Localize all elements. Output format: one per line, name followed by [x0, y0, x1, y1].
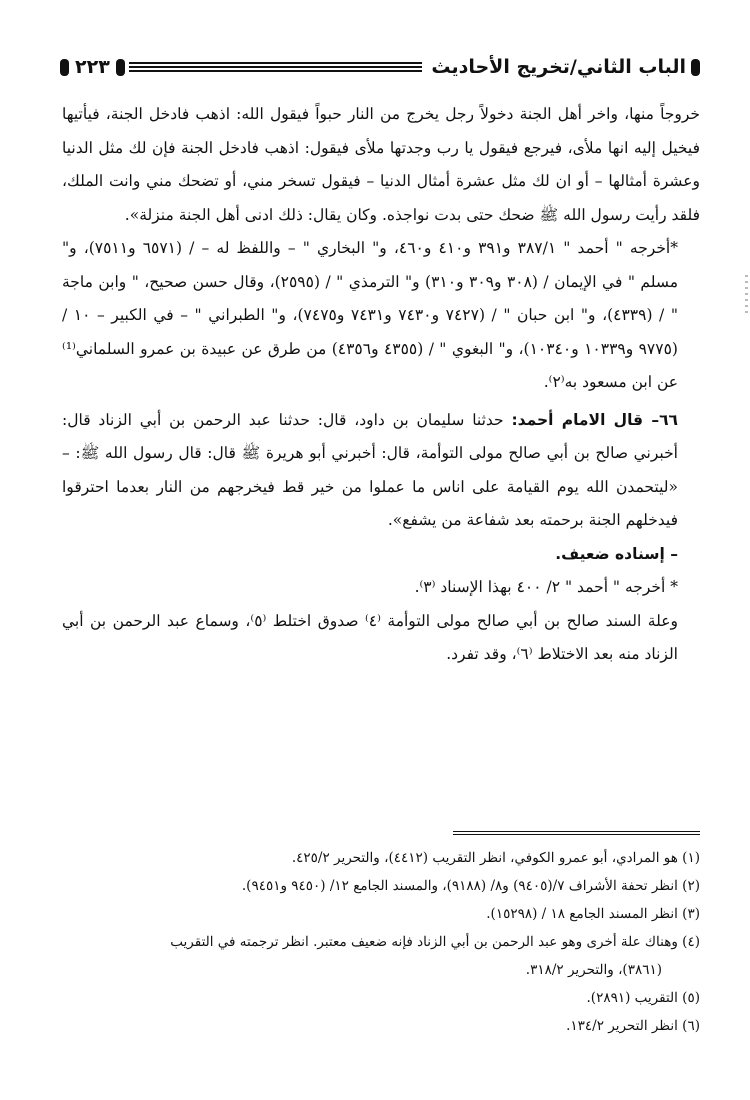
header-ornament-middle [116, 59, 125, 76]
header-ornament-right [691, 59, 700, 76]
header-ornament-left [60, 59, 69, 76]
hadith-66-heading: ٦٦– قال الامام أحمد: [511, 410, 679, 429]
running-header [60, 50, 700, 84]
hadith-65-ending: خروجاً منها، واخر أهل الجنة دخولاً رجل يخرج من النار حبواً فيقول الله: اذهب فادخل الجنة، فيأتيها فيخيل إليه انها ملأى، فيرجع فيقول يا رب وجدتها ملأى فيقول: اذهب فادخل الجنة فإن لك مثل الدنيا وعشرة أمثالها – أو ان لك مثل عشرة أمثال الدنيا – فيقول تسخر مني، أو تضحك مني وانت الملك، فلقد رأيت رسول الله ﷺ ضحك حتى بدت نواجذه. وكان يقال: ذلك ادنى أهل الجنة منزلة». [62, 105, 700, 224]
footnote: (٦) انظر التحرير ١٣٤/٢. [566, 1018, 700, 1034]
header-rule [129, 62, 423, 72]
footnote: (٣) انظر المسند الجامع ١٨ / (١٥٢٩٨). [486, 906, 700, 922]
footnote: (٢) انظر تحفة الأشراف ٧/(٩٤٠٥) و٨/ (٩١٨٨)، والمسند الجامع ١٢/ (٩٤٥٠ و٩٤٥١). [241, 878, 700, 894]
footnote: (٥) التقريب (٢٨٩١). [586, 990, 700, 1006]
footnote: (٤) وهناك علة أخرى وهو عبد الرحمن بن أبي الزناد فإنه ضعيف معتبر. انظر ترجمته في التقريب [170, 934, 700, 950]
page-number: ٢٢٣ [75, 55, 110, 78]
footnotes [62, 844, 700, 1040]
scan-speck [745, 275, 748, 313]
footnote: (١) هو المرادي، أبو عمرو الكوفي، انظر التقريب (٤٤١٢)، والتحرير ٤٢٥/٢. [291, 850, 700, 866]
hadith-66-takhrij: * أخرجه " أحمد " ٢/ ٤٠٠ بهذا الإسناد ⁽٣⁾. [414, 578, 678, 596]
isnad-grade: – إسناده ضعيف. [555, 544, 678, 563]
hadith-66-text: حدثنا سليمان بن داود، قال: حدثنا عبد الرحمن بن أبي الزناد قال: أخبرني صالح بن أبي صالح مولى التوأمة، قال: أخبرني أبو هريرة ﷺ قال: قال رسول الله ﷺ: – «ليتحمدن الله يوم القيامة على اناس ما عملوا من خير قط فيخرجهم من النار بعدما احترقوا فيدخلهم الجنة برحمته بعد شفاعة من يشفع». [62, 410, 678, 529]
hadith-65-takhrij: *أخرجه " أحمد " ٣٨٧/١ و٣٩١ و٤١٠ و٤٦٠، و" البخاري " – واللفظ له – / (٦٥٧١ و٧٥١١)، و" مسلم " في الإيمان / (٣٠٨ و٣٠٩ و٣١٠) و" الترمذي " / (٢٥٩٥)، وقال حسن صحيح، " وابن ماجة " / (٤٣٣٩)، و" ابن حبان " / (٧٤٢٧ و٧٤٣٠ و٧٤٣١ و٧٤٧٥)، و" الطبراني " – في الكبير – ١٠ / (٩٧٧٥ و١٠٣٣٩ و١٠٣٤٠)، و" البغوي " / (٤٣٥٥ و٤٣٥٦) من طرق عن عبيدة بن عمرو السلماني⁽¹⁾ عن ابن مسعود به⁽٢⁾. [62, 239, 678, 391]
footnote-continuation: (٣٨٦١)، والتحرير ٣١٨/٢. [525, 962, 662, 978]
footnote-separator [453, 831, 700, 835]
hadith-66 [62, 404, 700, 538]
chapter-title: الباب الثاني/تخريج الأحاديث [431, 55, 686, 78]
isnad-defect: وعلة السند صالح بن أبي صالح مولى التوأمة ⁽٤⁾ صدوق اختلط ⁽٥⁾، وسماع عبد الرحمن بن أبي الزناد منه بعد الاختلاط ⁽٦⁾، وقد تفرد. [62, 611, 678, 663]
main-text [62, 98, 700, 672]
